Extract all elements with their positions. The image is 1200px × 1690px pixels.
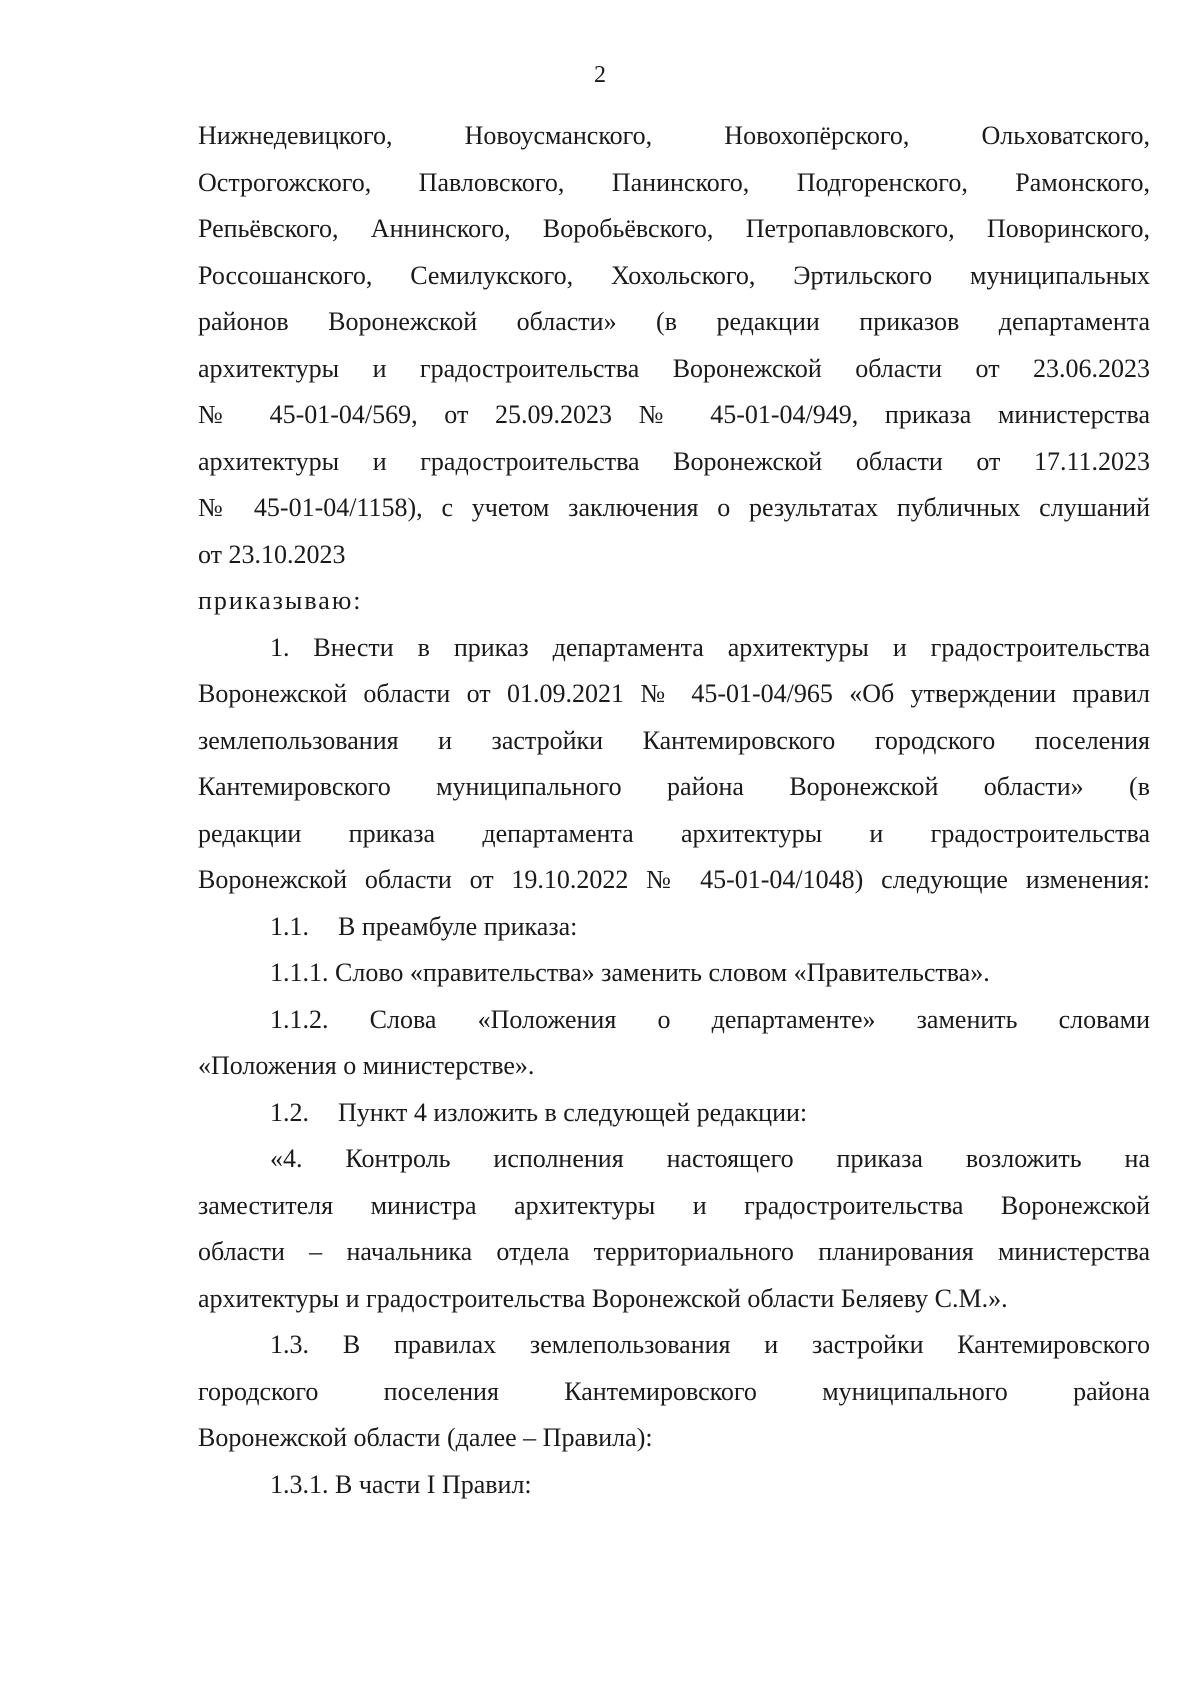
item-1-2	[198, 1090, 1150, 1137]
text-line: архитектуры и градостроительства Воронежской области Беляеву С.М.».	[198, 1283, 1008, 1313]
item-number: 1.2.	[270, 1097, 309, 1127]
text-line: Россошанского, Семилукского, Хохольского, Эртильского муниципальных	[198, 260, 1150, 290]
item-number: 1.3.	[270, 1330, 309, 1359]
item-1-paragraph	[198, 625, 1150, 904]
text-line: землепользования и застройки Кантемировского городского поселения	[198, 725, 1150, 755]
text-line: районов Воронежской области» (в редакции приказов департамента	[198, 307, 1150, 336]
text-line: архитектуры и градостроительства Воронежской области от 17.11.2023	[198, 446, 1150, 476]
text-line: Воронежской области от 19.10.2022 № 45-01-04/1048) следующие изменения:	[198, 865, 1150, 894]
text-line: «Положения о министерстве».	[198, 1051, 535, 1080]
item-1-1-1	[198, 950, 1150, 997]
page-number: 2	[594, 62, 606, 88]
text-line: № 45-01-04/1158), с учетом заключения о результатах публичных слушаний	[198, 493, 1150, 522]
item-text: Слова «Положения о департаменте» заменить словами	[369, 1004, 1151, 1034]
quoted-item-4	[198, 1136, 1150, 1322]
text-line: архитектуры и градостроительства Воронежской области от 23.06.2023	[198, 353, 1150, 383]
item-text: Слово «правительства» заменить словом «Правительства».	[335, 958, 990, 987]
text-line: Воронежской области (далее – Правила):	[198, 1423, 653, 1452]
text-line: Репьёвского, Аннинского, Воробьёвского, Петропавловского, Поворинского,	[198, 214, 1150, 243]
text-line: от 23.10.2023	[198, 539, 346, 569]
item-number: 1.1.1.	[270, 958, 329, 987]
text-line: редакции приказа департамента архитектуры и градостроительства	[198, 818, 1150, 848]
item-number: 1.3.1.	[270, 1469, 329, 1499]
item-number: 1.1.2.	[270, 1004, 329, 1034]
text-line: области – начальника отдела территориального планирования министерства	[198, 1237, 1150, 1266]
item-1-1	[198, 904, 1150, 951]
text-line	[198, 997, 1150, 1044]
item-text: В преамбуле приказа:	[338, 911, 578, 941]
text-line: № 45-01-04/569, от 25.09.2023 № 45-01-04/949, приказа министерства	[198, 400, 1150, 429]
text-line: «4. Контроль исполнения настоящего приказа возложить на	[270, 1144, 1150, 1173]
document-body	[198, 113, 1150, 1508]
text-line: заместителя министра архитектуры и градостроительства Воронежской	[198, 1190, 1150, 1220]
order-word: приказываю:	[198, 586, 363, 615]
item-text: В правилах землепользования и застройки Кантемировского	[342, 1330, 1151, 1359]
preamble-paragraph	[198, 113, 1150, 578]
item-1-3	[198, 1322, 1150, 1462]
item-text: Пункт 4 изложить в следующей редакции:	[338, 1097, 808, 1127]
text-line: городского поселения Кантемировского муниципального района	[198, 1376, 1150, 1406]
item-number: 1.1.	[270, 911, 309, 941]
text-line	[198, 1322, 1150, 1369]
text-line: Кантемировского муниципального района Воронежской области» (в	[198, 772, 1150, 801]
text-line: 1. Внести в приказ департамента архитектуры и градостроительства	[270, 632, 1150, 662]
text-line: Острогожского, Павловского, Панинского, Подгоренского, Рамонского,	[198, 167, 1150, 197]
item-text: В части I Правил:	[335, 1469, 532, 1499]
item-1-1-2	[198, 997, 1150, 1090]
item-1-3-1	[198, 1462, 1150, 1509]
text-line: Нижнедевицкого, Новоусманского, Новохопёрского, Ольховатского,	[198, 121, 1150, 150]
text-line: Воронежской области от 01.09.2021 № 45-01-04/965 «Об утверждении правил	[198, 679, 1150, 708]
